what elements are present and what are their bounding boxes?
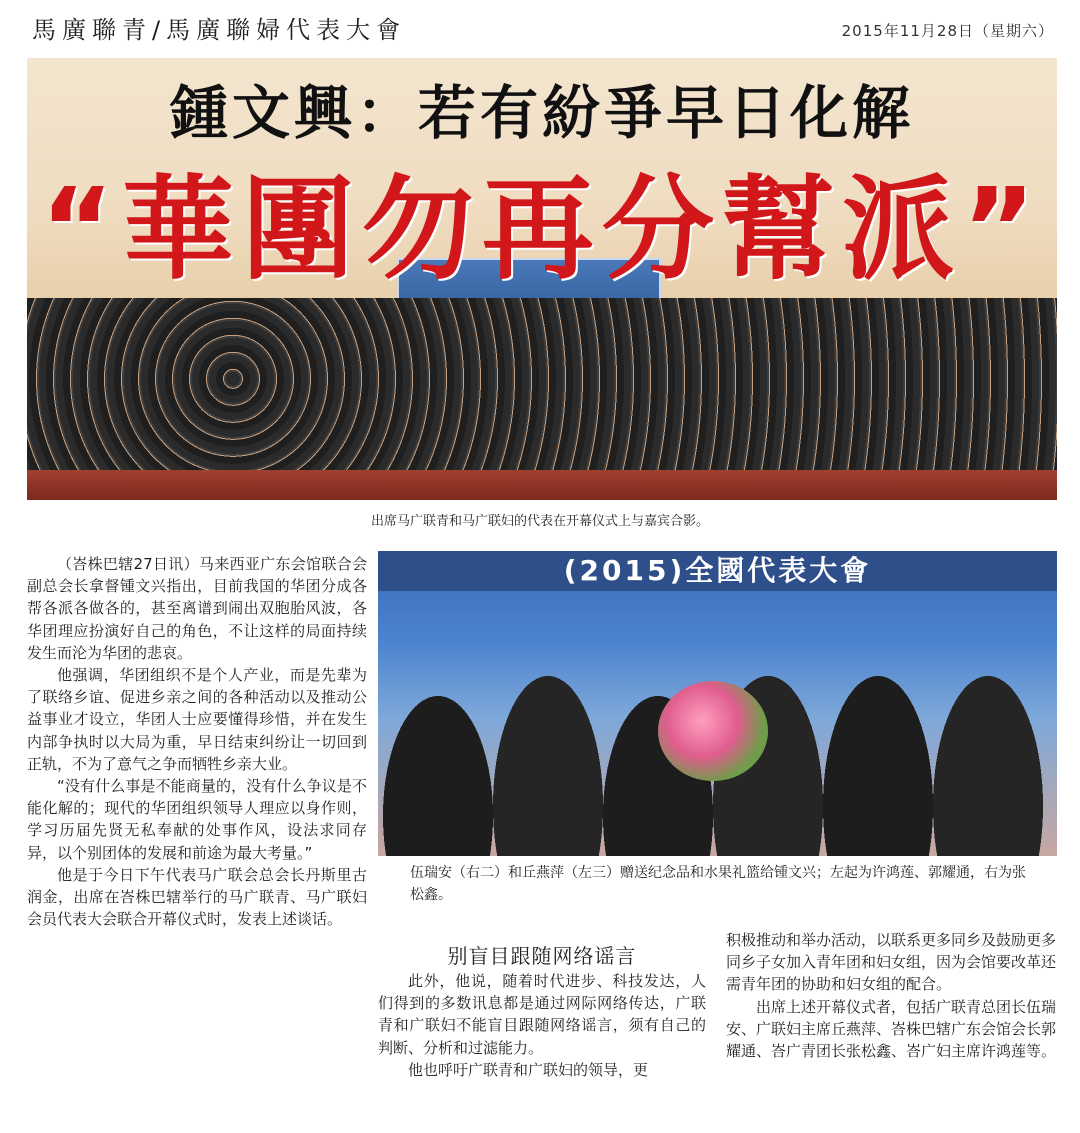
- paragraph: “没有什么事是不能商量的，没有什么争议是不能化解的；现代的华团组织领导人理应以身作则，学习历届先贤无私奉献的处事作风，设法求同存异，以个别团体的发展和前途为最大考量。”: [27, 777, 367, 862]
- article-column-left: [27, 553, 367, 930]
- paragraph: 此外，他说，随着时代进步、科技发达，人们得到的多数讯息都是通过网际网络传达，广联青和广联妇不能盲目跟随网络谣言，须有自己的判断、分析和过滤能力。: [378, 972, 706, 1057]
- headline-main: “華團勿再分幫派”: [40, 165, 1044, 295]
- group-photo-caption: 出席马广联青和马广联妇的代表在开幕仪式上与嘉宾合影。: [370, 514, 709, 529]
- paragraph: （峇株巴辖27日讯）马来西亚广东会馆联合会副总会长拿督锺文兴指出，目前我国的华团分成各帮各派各做各的，甚至离谱到闹出双胞胎风波，各华团理应扮演好自己的角色，不让这样的局面持续发生而沦为华团的悲哀。: [27, 555, 367, 662]
- flower-basket: [658, 681, 768, 781]
- publication-date: 2015年11月28日（星期六）: [841, 22, 1054, 40]
- paragraph: 出席上述开幕仪式者，包括广联青总团长伍瑞安、广联妇主席丘燕萍、峇株巴辖广东会馆会长郭耀通、峇广青团长张松鑫、峇广妇主席许鸿莲等。: [726, 997, 1057, 1061]
- section-title: 馬廣聯青/馬廣聯婦代表大會: [32, 16, 407, 44]
- red-carpet: [27, 470, 1057, 500]
- group-photo: [27, 58, 1057, 500]
- paragraph: 他强调，华团组织不是个人产业，而是先辈为了联络乡谊、促进乡亲之间的各种活动以及推动公益事业才设立，华团人士应要懂得珍惜，并在发生内部争执时以大局为重，早日结束纠纷让一切回到正轨，不为了意气之争而牺牲乡亲大业。: [27, 666, 367, 773]
- event-banner: (2015)全國代表大會: [378, 551, 1057, 591]
- section-subheading: 别盲目跟随网络谣言: [447, 944, 637, 968]
- paragraph: 他也呼吁广联青和广联妇的领导，更: [408, 1060, 649, 1079]
- presentation-photo: [378, 551, 1057, 856]
- presentation-photo-caption: 伍瑞安（右二）和丘燕萍（左三）赠送纪念品和水果礼篮给锺文兴；左起为许鸿莲、郭耀通，右为张松鑫。: [410, 865, 1026, 903]
- article-column-right: [726, 929, 1056, 1062]
- paragraph: 他是于今日下午代表马广联会总会长丹斯里古润金，出席在峇株巴辖举行的马广联青、马广联妇会员代表大会联合开幕仪式时，发表上述谈话。: [27, 865, 367, 929]
- headline-subtitle: 鍾文興：若有紛爭早日化解: [169, 79, 914, 147]
- article-column-middle: [378, 970, 706, 1081]
- paragraph: 积极推动和举办活动，以联系更多同乡及鼓励更多同乡子女加入青年团和妇女组，因为会馆要改革还需青年团的协助和妇女组的配合。: [726, 931, 1057, 994]
